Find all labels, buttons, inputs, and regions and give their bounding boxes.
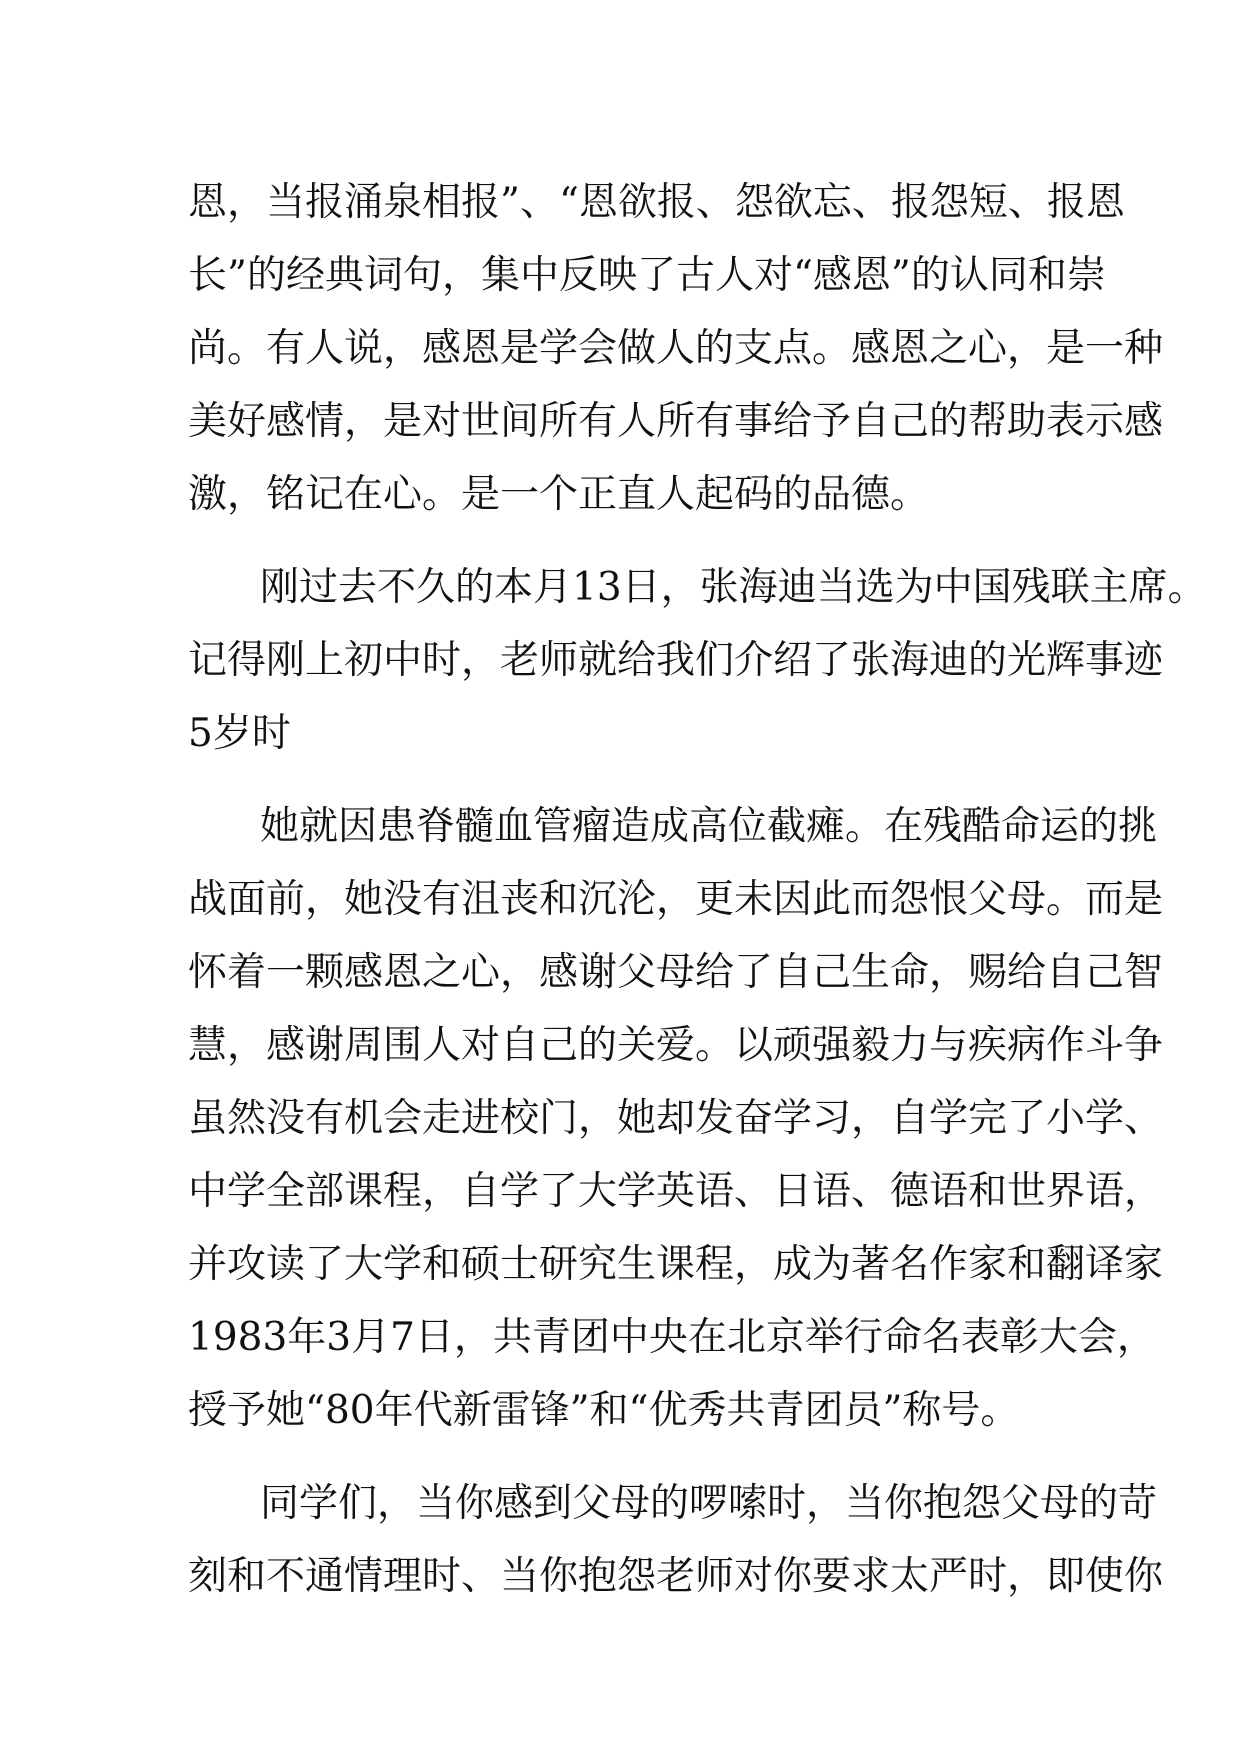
text-line: 怀着一颗感恩之心，感谢父母给了自己生命，赐给自己智 <box>188 950 1164 995</box>
text-line: 刻和不通情理时、当你抱怨老师对你要求太严时，即使你 <box>188 1554 1164 1599</box>
text-line: 1983年3月7日，共青团中央在北京举行命名表彰大会， <box>188 1315 1156 1360</box>
text-line: 5岁时 <box>188 711 291 756</box>
text-line: 她就因患脊髓血管瘤造成高位截瘫。在残酷命运的挑 <box>260 804 1158 849</box>
text-line: 记得刚上初中时，老师就给我们介绍了张海迪的光辉事迹 <box>188 638 1164 683</box>
text-line: 尚。有人说，感恩是学会做人的支点。感恩之心，是一种 <box>188 326 1164 371</box>
text-line: 战面前，她没有沮丧和沉沦，更未因此而怨恨父母。而是 <box>188 877 1164 922</box>
text-line: 并攻读了大学和硕士研究生课程，成为著名作家和翻译家 <box>188 1242 1164 1287</box>
text-line: 同学们，当你感到父母的啰嗦时，当你抱怨父母的苛 <box>260 1481 1158 1526</box>
text-line: 授予她“80年代新雷锋”和“优秀共青团员”称号。 <box>188 1388 1020 1433</box>
text-line: 美好感情，是对世间所有人所有事给予自己的帮助表示感 <box>188 399 1164 444</box>
document-body <box>188 166 1207 1613</box>
text-line: 中学全部课程，自学了大学英语、日语、德语和世界语， <box>188 1169 1164 1214</box>
text-line: 刚过去不久的本月13日，张海迪当选为中国残联主席。 <box>260 565 1207 610</box>
text-line: 激，铭记在心。是一个正直人起码的品德。 <box>188 472 930 517</box>
text-line: 恩，当报涌泉相报”、“恩欲报、怨欲忘、报怨短、报恩 <box>188 180 1125 225</box>
text-line: 长”的经典词句，集中反映了古人对“感恩”的认同和崇 <box>188 253 1106 298</box>
text-line: 虽然没有机会走进校门，她却发奋学习，自学完了小学、 <box>188 1096 1164 1141</box>
text-line: 慧，感谢周围人对自己的关爱。以顽强毅力与疾病作斗争 <box>188 1023 1164 1068</box>
